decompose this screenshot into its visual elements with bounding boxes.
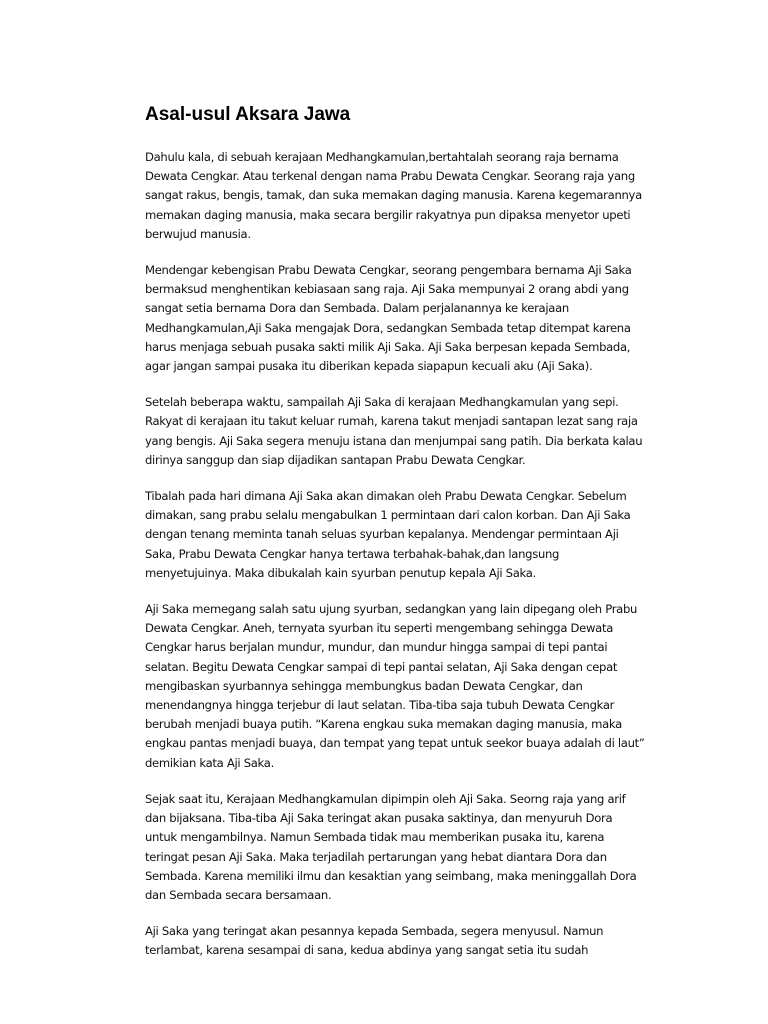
paragraph-1: Dahulu kala, di sebuah kerajaan Medhangkamulan,bertahtalah seorang raja bernama Dewata Cengkar. Atau terkenal dengan nama Prabu Dewata Cengkar. Seorang raja yang sangat rakus, bengis, tamak, dan suka memakan daging manusia. Karena kegemarannya memakan daging manusia, maka secara bergilir rakyatnya pun dipaksa menyetor upeti berwujud manusia. bbox=[145, 150, 642, 241]
paragraph-3: Setelah beberapa waktu, sampailah Aji Saka di kerajaan Medhangkamulan yang sepi. Rakyat di kerajaan itu takut keluar rumah, karena takut menjadi santapan lezat sang raja yang bengis. Aji Saka segera menuju istana dan menjumpai sang patih. Dia berkata kalau dirinya sanggup dan siap dijadikan santapan Prabu Dewata Cengkar. bbox=[145, 395, 643, 467]
paragraph-6: Sejak saat itu, Kerajaan Medhangkamulan dipimpin oleh Aji Saka. Seorng raja yang arif dan bijaksana. Tiba-tiba Aji Saka teringat akan pusaka saktinya, dan menyuruh Dora untuk mengambilnya. Namun Sembada tidak mau memberikan pusaka itu, karena teringat pesan Aji Saka. Maka terjadilah pertarungan yang hebat diantara Dora dan Sembada. Karena memiliki ilmu dan kesaktian yang seimbang, maka meninggallah Dora dan Sembada secara bersamaan. bbox=[145, 791, 637, 902]
document-title: Asal-usul Aksara Jawa bbox=[145, 104, 351, 125]
paragraph-5: Aji Saka memegang salah satu ujung syurban, sedangkan yang lain dipegang oleh Prabu Dewata Cengkar. Aneh, ternyata syurban itu seperti mengembang sehingga Dewata Cengkar harus berjalan mundur, mundur, dan mundur hingga sampai di tepi pantai selatan. Begitu Dewata Cengkar sampai di tepi pantai selatan, Aji Saka dengan cepat mengibaskan syurbannya sehingga membungkus badan Dewata Cengkar, dan menendangnya hingga terjebur di laut selatan. Tiba-tiba saja tubuh Dewata Cengkar berubah menjadi buaya putih. “Karena engkau suka memakan daging manusia, maka engkau pantas menjadi buaya, dan tempat yang tepat untuk seekor buaya adalah di laut” demikian kata Aji Saka. bbox=[145, 602, 645, 770]
paragraph-4: Tibalah pada hari dimana Aji Saka akan dimakan oleh Prabu Dewata Cengkar. Sebelum dimakan, sang prabu selalu mengabulkan 1 permintaan dari calon korban. Dan Aji Saka dengan tenang meminta tanah seluas syurban kepalanya. Mendengar permintaan Aji Saka, Prabu Dewata Cengkar hanya tertawa terbahak-bahak,dan langsung menyetujuinya. Maka dibukalah kain syurban penutup kepala Aji Saka. bbox=[145, 489, 631, 580]
paragraph-7: Aji Saka yang teringat akan pesannya kepada Sembada, segera menyusul. Namun terlambat, karena sesampai di sana, kedua abdinya yang sangat setia itu sudah bbox=[145, 924, 604, 958]
document-body bbox=[145, 102, 645, 978]
paragraph-2: Mendengar kebengisan Prabu Dewata Cengkar, seorang pengembara bernama Aji Saka bermaksud menghentikan kebiasaan sang raja. Aji Saka mempunyai 2 orang abdi yang sangat setia bernama Dora dan Sembada. Dalam perjalanannya ke kerajaan Medhangkamulan,Aji Saka mengajak Dora, sedangkan Sembada tetap ditempat karena harus menjaga sebuah pusaka sakti milik Aji Saka. Aji Saka berpesan kepada Sembada, agar jangan sampai pusaka itu diberikan kepada siapapun kecuali aku (Aji Saka). bbox=[145, 263, 632, 374]
